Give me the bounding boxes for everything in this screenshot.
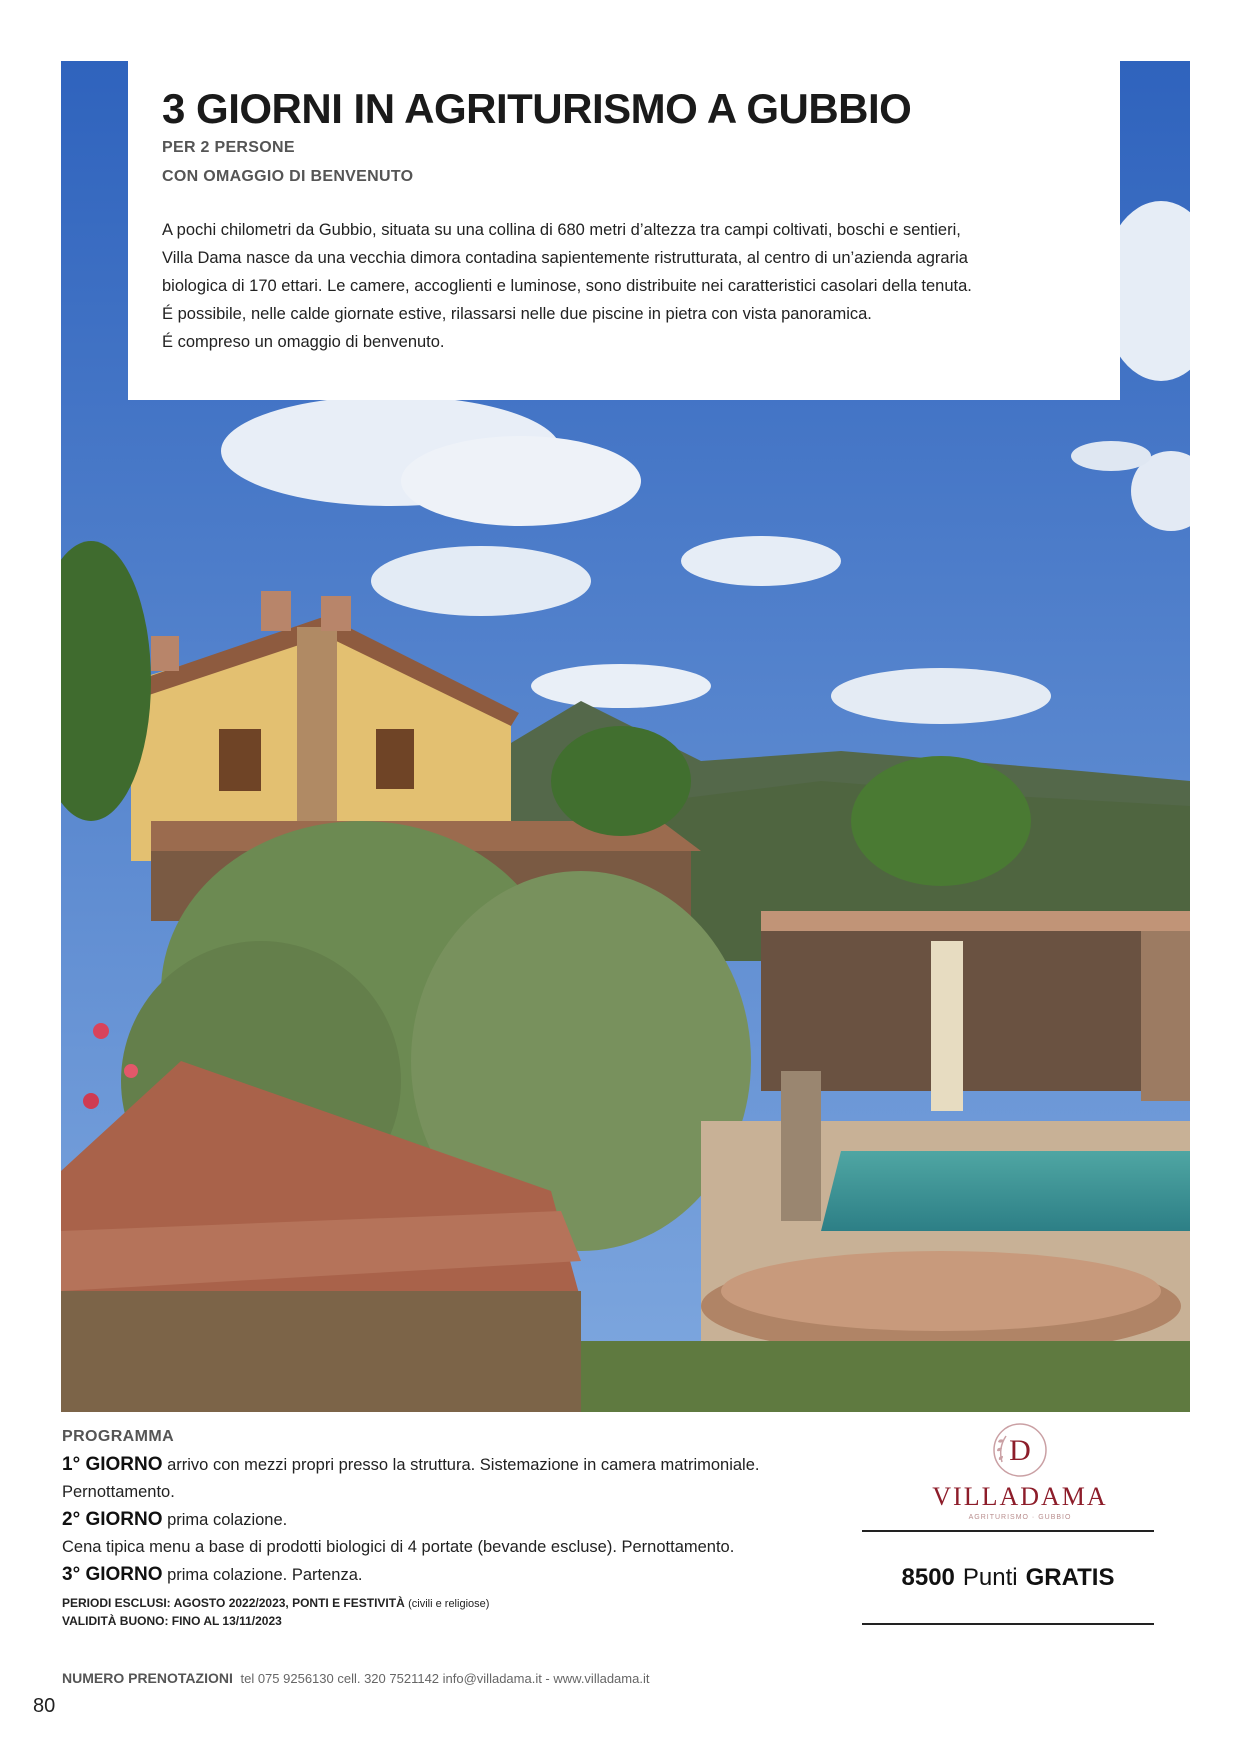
day2-line xyxy=(62,1506,862,1534)
programma-section xyxy=(62,1428,862,1630)
price-points: 8500 xyxy=(901,1563,955,1591)
logo-letter: D xyxy=(1009,1434,1031,1467)
description-line: A pochi chilometri da Gubbio, situata su una collina di 680 metri d’altezza tra campi coltivati, boschi e sentieri, xyxy=(162,221,961,240)
logo-tagline: AGRITURISMO · GUBBIO xyxy=(968,1514,1072,1521)
title-box xyxy=(128,61,1120,400)
subtitle-gift: CON OMAGGIO DI BENVENUTO xyxy=(162,168,414,186)
day1-text: arrivo con mezzi propri presso la struttura. Sistemazione in camera matrimoniale. xyxy=(162,1456,760,1474)
day1-line xyxy=(62,1451,862,1479)
description xyxy=(162,216,1086,356)
excluded-periods xyxy=(62,1595,862,1613)
logo-name: VILLADAMA xyxy=(932,1482,1108,1511)
voucher-validity: VALIDITÀ BUONO: FINO AL 13/11/2023 xyxy=(62,1614,282,1628)
page-number: 80 xyxy=(33,1695,56,1717)
description-line: É possibile, nelle calde giornate estive, rilassarsi nelle due piscine in pietra con vista panoramica. xyxy=(162,305,872,324)
booking-label: NUMERO PRENOTAZIONI xyxy=(62,1670,233,1686)
booking-footer xyxy=(62,1670,649,1686)
day3-label: 3° GIORNO xyxy=(62,1564,163,1585)
day1-line2: Pernottamento. xyxy=(62,1483,175,1501)
subtitle-persons: PER 2 PERSONE xyxy=(162,139,295,157)
day2-line2: Cena tipica menu a base di prodotti biologici di 4 portate (bevande escluse). Pernottamento. xyxy=(62,1538,735,1556)
notes xyxy=(62,1595,862,1630)
excluded-periods-text: PERIODI ESCLUSI: AGOSTO 2022/2023, PONTI E FESTIVITÀ xyxy=(62,1596,405,1610)
day2-text: prima colazione. xyxy=(162,1511,288,1529)
price-box xyxy=(862,1530,1154,1625)
day2-label: 2° GIORNO xyxy=(62,1509,163,1530)
villadama-logo xyxy=(900,1418,1140,1538)
description-line: É compreso un omaggio di benvenuto. xyxy=(162,333,445,352)
day3-text: prima colazione. Partenza. xyxy=(162,1566,363,1584)
programma-heading: PROGRAMMA xyxy=(62,1428,175,1445)
logo-emblem-icon xyxy=(988,1418,1052,1482)
price-label: GRATIS xyxy=(1025,1563,1115,1591)
excluded-periods-note: (civili e religiose) xyxy=(408,1598,490,1610)
day1-label: 1° GIORNO xyxy=(62,1454,163,1475)
description-line: biologica di 170 ettari. Le camere, accoglienti e luminose, sono distribuite nei caratteristici casolari della tenuta. xyxy=(162,277,972,296)
description-line: Villa Dama nasce da una vecchia dimora contadina sapientemente ristrutturata, al centro di un’azienda agraria xyxy=(162,249,968,268)
day3-line xyxy=(62,1561,862,1589)
price-unit: Punti xyxy=(962,1563,1018,1591)
booking-contacts: tel 075 9256130 cell. 320 7521142 info@villadama.it - www.villadama.it xyxy=(240,1671,650,1686)
page-title: 3 GIORNI IN AGRITURISMO A GUBBIO xyxy=(162,85,912,132)
